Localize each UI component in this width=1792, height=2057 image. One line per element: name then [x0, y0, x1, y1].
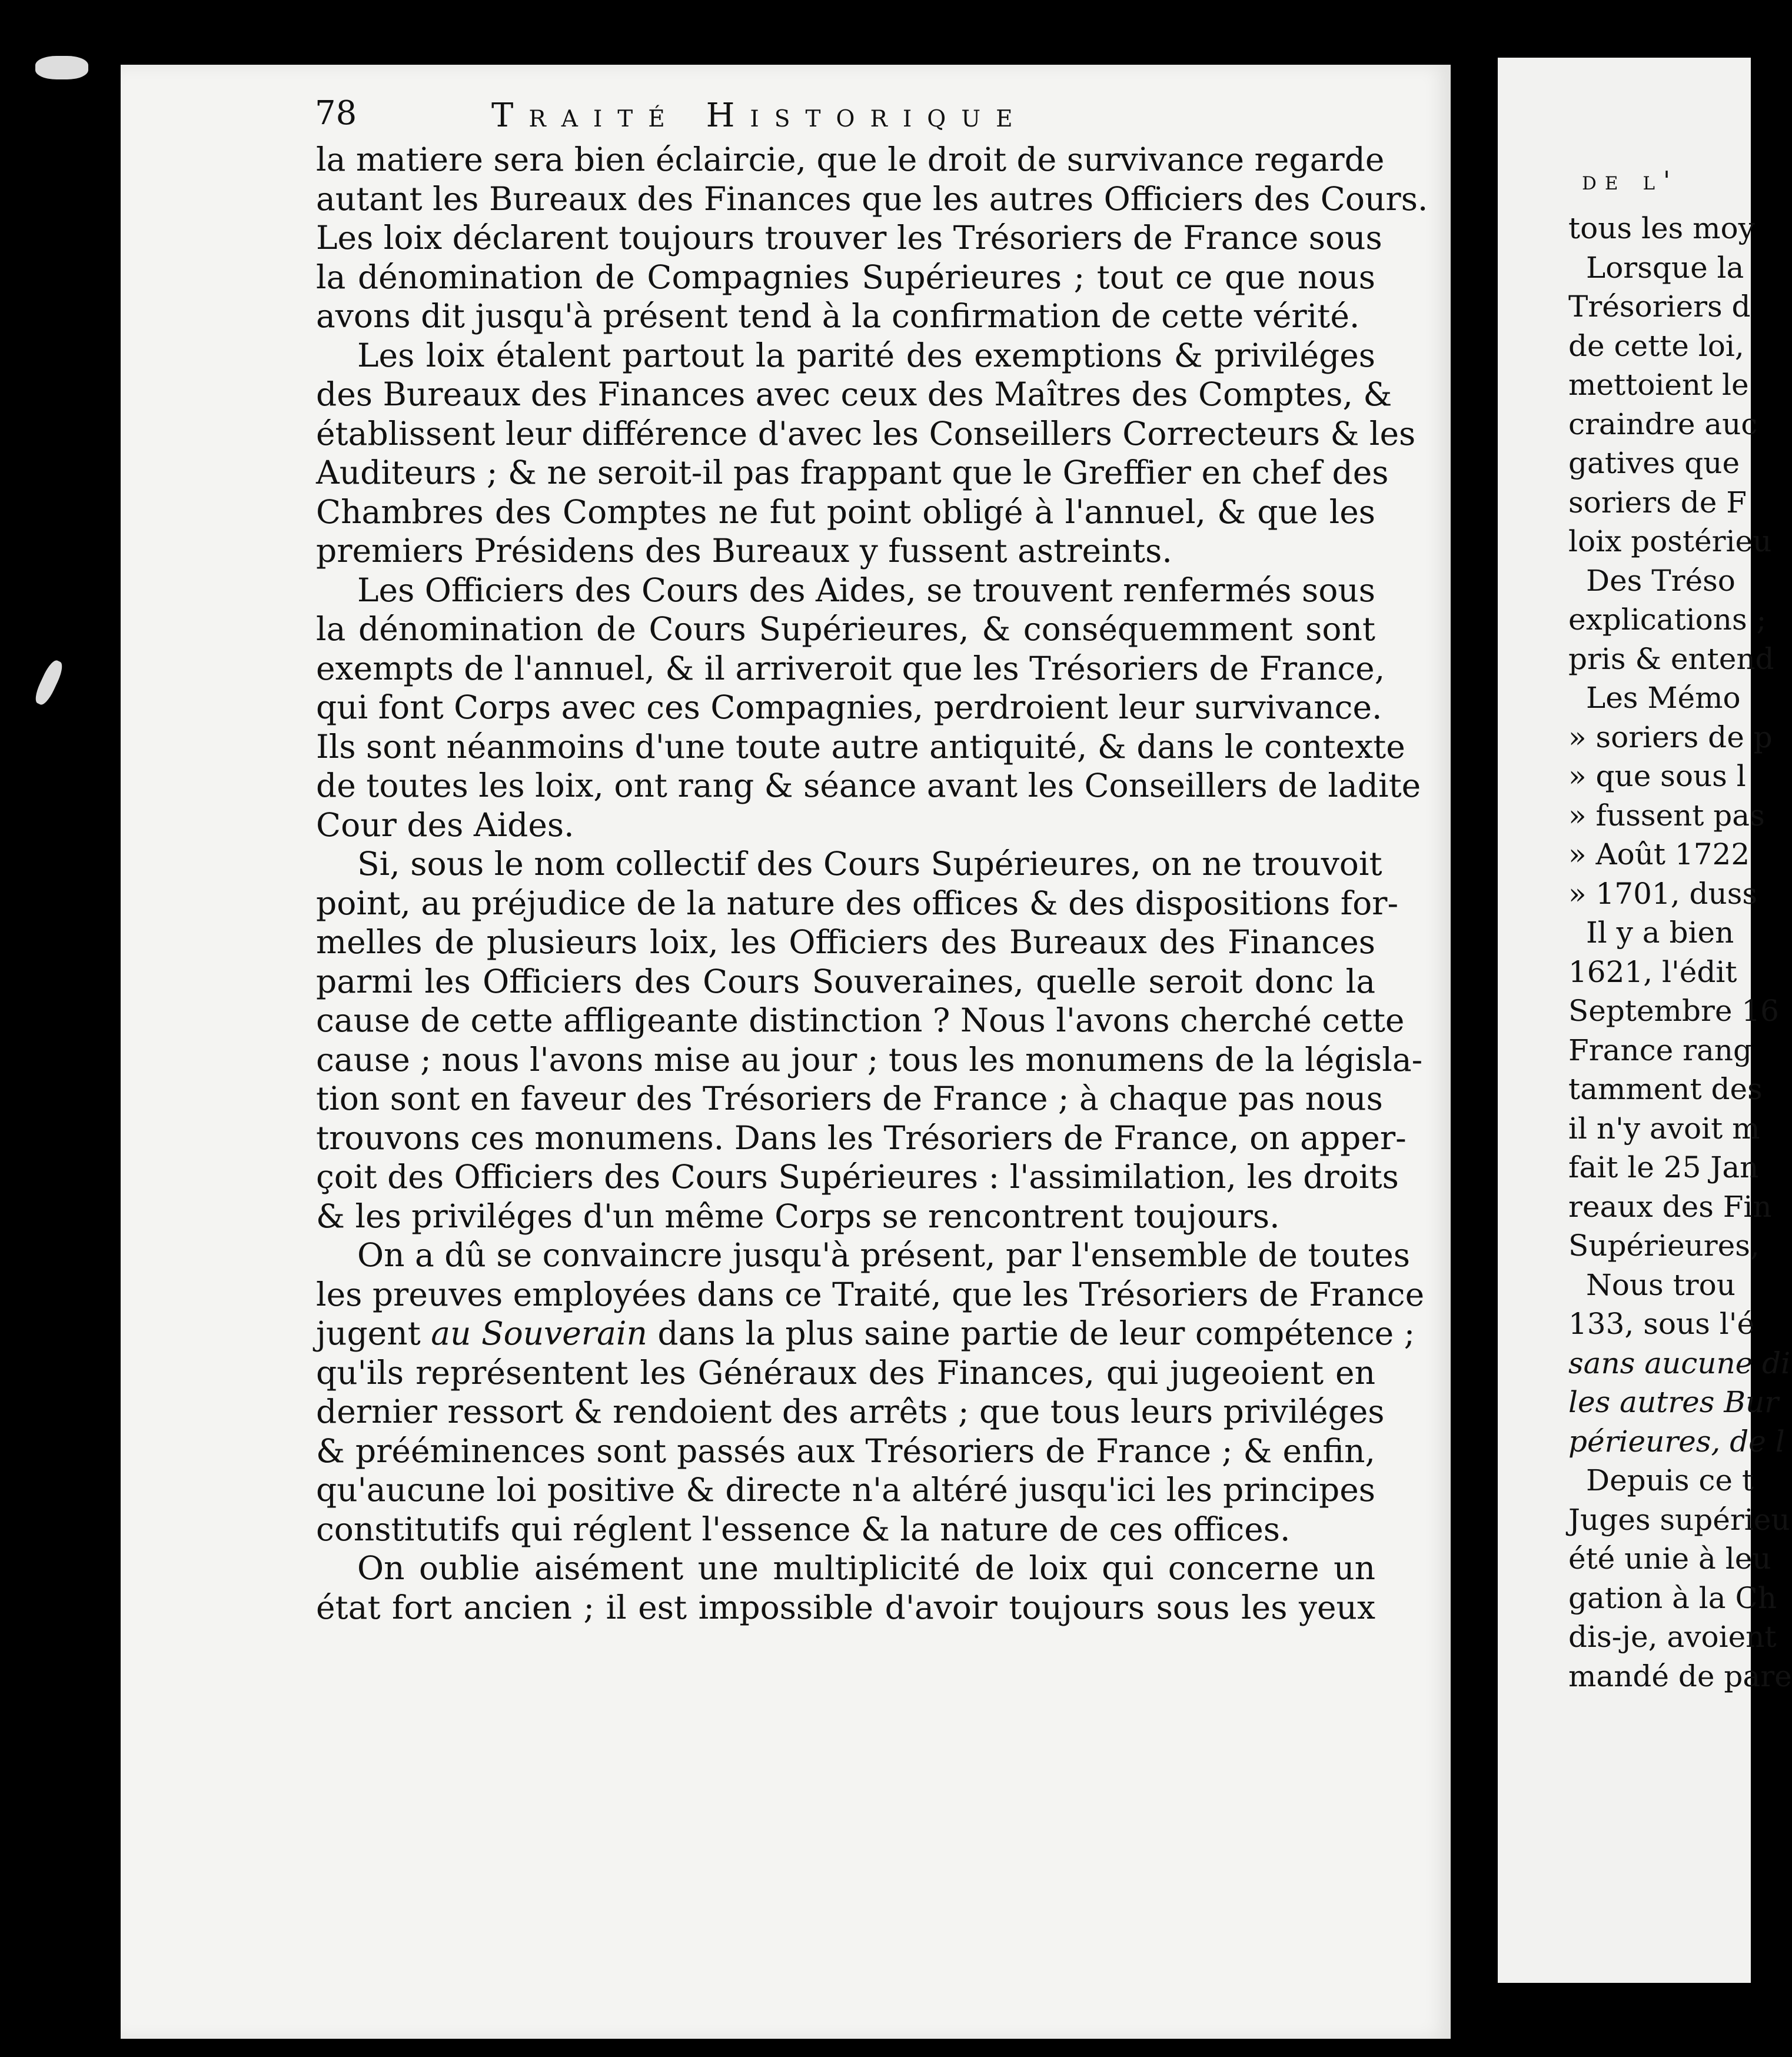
text-line: On oublie aisément une multiplicité de loix qui concerne un: [357, 1549, 1375, 1587]
text-line: qu'aucune loi positive & directe n'a altéré jusqu'ici les principes: [316, 1471, 1375, 1509]
text-line: constitutifs qui réglent l'essence & la nature de ces offices.: [316, 1510, 1291, 1548]
text-line: melles de plusieurs loix, les Officiers des Bureaux des Finances: [316, 923, 1375, 961]
text-line: établissent leur différence d'avec les Conseillers Correcteurs & les: [316, 414, 1416, 452]
text-line: gatives que: [1568, 446, 1740, 480]
text-line: Les Mémo: [1586, 681, 1741, 715]
text-line: loix postérieu: [1568, 524, 1772, 558]
text-line: Supérieures,: [1568, 1229, 1760, 1263]
text-line: Des Tréso: [1586, 563, 1736, 598]
right-running-title: de l': [1582, 166, 1679, 196]
text-line: craindre auc: [1568, 407, 1758, 441]
text-line: Septembre 16: [1568, 994, 1779, 1028]
text-line: Ils sont néanmoins d'une toute autre antiquité, & dans le contexte: [316, 727, 1405, 765]
text-line: » Août 1722: [1568, 837, 1750, 871]
text-line: tamment des: [1568, 1072, 1763, 1106]
text-line: premiers Présidens des Bureaux y fussent astreints.: [316, 532, 1172, 570]
text-line: On a dû se convaincre jusqu'à présent, par l'ensemble de toutes: [357, 1236, 1410, 1274]
text-line: tion sont en faveur des Trésoriers de France ; à chaque pas nous: [316, 1080, 1383, 1117]
scan-mark: [32, 658, 65, 707]
text-line: Auditeurs ; & ne seroit-il pas frappant que le Greffier en chef des: [316, 454, 1389, 491]
text-line: & prééminences sont passés aux Trésoriers de France ; & enfin,: [316, 1432, 1375, 1470]
text-line: sans aucune di: [1568, 1346, 1791, 1380]
text-line: Nous trou: [1586, 1267, 1736, 1302]
text-line: dernier ressort & rendoient des arrêts ; que tous leurs priviléges: [316, 1393, 1385, 1430]
text-line: qu'ils représentent les Généraux des Finances, qui jugeoient en: [316, 1353, 1375, 1392]
text-line: gation à la Ch: [1568, 1580, 1777, 1615]
text-line: cause ; nous l'avons mise au jour ; tous les monumens de la législa-: [316, 1040, 1423, 1079]
text-line: explications ;: [1568, 603, 1767, 637]
text-line: été unie à leu: [1568, 1542, 1771, 1576]
text-line: Les Officiers des Cours des Aides, se trouvent renfermés sous: [357, 571, 1375, 609]
text-line: Il y a bien: [1586, 916, 1734, 950]
left-page-text: [316, 140, 1428, 1627]
text-line: 133, sous l'é: [1568, 1307, 1755, 1341]
text-line: Si, sous le nom collectif des Cours Supérieures, on ne trouvoit: [357, 845, 1382, 883]
text-line: la dénomination de Cours Supérieures, & conséquemment sont: [316, 610, 1375, 648]
text-line: & les priviléges d'un même Corps se rencontrent toujours.: [316, 1197, 1280, 1235]
text-line: Trésoriers d: [1568, 289, 1751, 324]
text-line: Chambres des Comptes ne fut point obligé à l'annuel, & que les: [316, 492, 1375, 531]
text-line: parmi les Officiers des Cours Souveraines, quelle seroit donc la: [316, 962, 1375, 1000]
text-line: » soriers de p: [1568, 720, 1773, 754]
text-line: çoit des Officiers des Cours Supérieures : l'assimilation, les droits: [316, 1158, 1399, 1196]
running-title: Traité Historique: [491, 96, 1028, 135]
text-line: jugent au Souverain dans la plus saine partie de leur compétence ;: [316, 1314, 1415, 1352]
text-line: » 1701, duss: [1568, 876, 1758, 911]
text-line: Cour des Aides.: [316, 806, 574, 844]
text-line: qui font Corps avec ces Compagnies, perdroient leur survivance.: [316, 688, 1382, 726]
text-line: » que sous l: [1568, 759, 1746, 793]
text-line: France rang: [1568, 1033, 1753, 1067]
scan-mark: [35, 56, 88, 79]
text-line: la matiere sera bien éclaircie, que le droit de survivance regarde: [316, 141, 1385, 178]
text-line: Depuis ce t: [1586, 1463, 1754, 1497]
text-line: des Bureaux des Finances avec ceux des Maîtres des Comptes, &: [316, 375, 1392, 413]
text-line: dis-je, avoient: [1568, 1620, 1777, 1654]
text-line: cause de cette affligeante distinction ? Nous l'avons cherché cette: [316, 1001, 1405, 1039]
text-line: trouvons ces monumens. Dans les Trésoriers de France, on apper-: [316, 1119, 1407, 1157]
text-line: il n'y avoit m: [1568, 1111, 1760, 1146]
text-line: Les loix déclarent toujours trouver les Trésoriers de France sous: [316, 219, 1382, 257]
text-line: les preuves employées dans ce Traité, que les Trésoriers de France: [316, 1275, 1425, 1313]
text-line: fait le 25 Jan: [1568, 1150, 1759, 1184]
text-line: de cette loi,: [1568, 328, 1744, 363]
text-line: la dénomination de Compagnies Supérieures ; tout ce que nous: [316, 258, 1375, 296]
text-line: tous les moy: [1568, 211, 1755, 245]
text-line: 1621, l'édit: [1568, 954, 1737, 989]
text-line: reaux des Fin: [1568, 1189, 1772, 1224]
right-page-text: [1568, 209, 1792, 1696]
text-line: les autres Bur: [1568, 1385, 1779, 1419]
text-line: mandé de pare: [1568, 1659, 1792, 1693]
text-line: de toutes les loix, ont rang & séance avant les Conseillers de ladite: [316, 767, 1421, 804]
text-line: mettoient le: [1568, 368, 1749, 402]
text-line: exempts de l'annuel, & il arriveroit que les Trésoriers de France,: [316, 649, 1385, 687]
text-line: point, au préjudice de la nature des offices & des dispositions for-: [316, 884, 1399, 922]
text-line: pris & entend: [1568, 641, 1774, 676]
text-line: » fussent pas: [1568, 798, 1765, 833]
text-line: soriers de F: [1568, 485, 1747, 520]
text-line: avons dit jusqu'à présent tend à la confirmation de cette vérité.: [316, 297, 1360, 335]
text-line: Les loix étalent partout la parité des exemptions & priviléges: [357, 336, 1375, 374]
text-line: autant les Bureaux des Finances que les autres Officiers des Cours.: [316, 179, 1428, 218]
text-line: périeures, de l: [1568, 1424, 1785, 1459]
page-header: [315, 94, 1374, 135]
text-line: Juges supérieu: [1568, 1502, 1790, 1537]
text-line: Lorsque la: [1586, 250, 1744, 285]
page-number: 78: [315, 94, 357, 132]
text-line: état fort ancien ; il est impossible d'avoir toujours sous les yeux: [316, 1588, 1375, 1626]
